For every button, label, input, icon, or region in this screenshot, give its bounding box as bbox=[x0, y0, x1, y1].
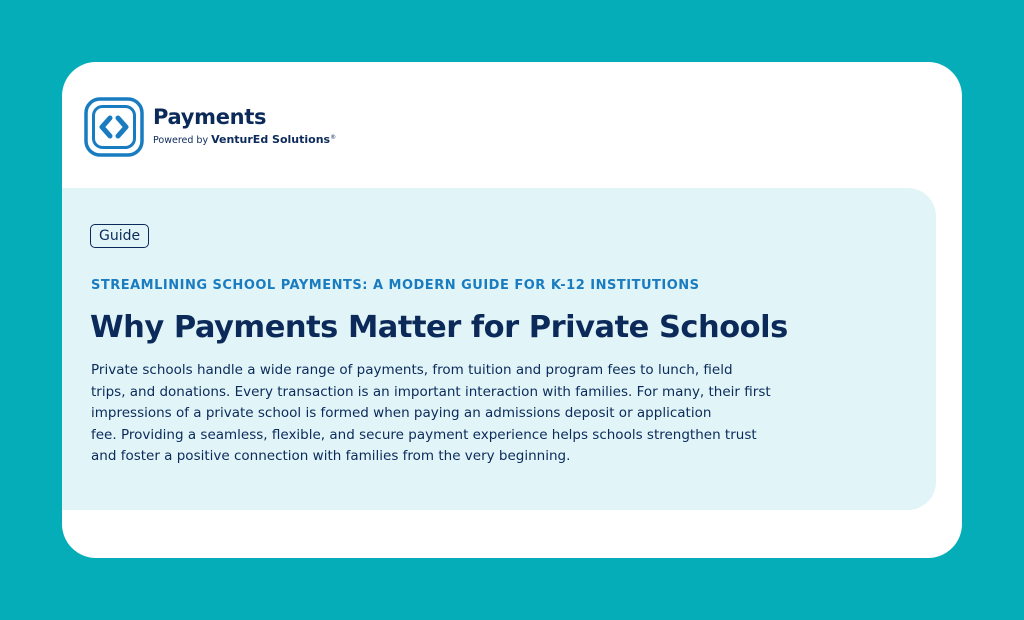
registered-mark: ® bbox=[330, 133, 337, 141]
body-line: and foster a positive connection with families from the very beginning. bbox=[91, 448, 571, 464]
body-line: Private schools handle a wide range of payments, from tuition and program fees to lunch, field bbox=[91, 362, 733, 378]
brand-text bbox=[153, 105, 336, 147]
chevrons-code-icon bbox=[84, 97, 144, 157]
powered-by-label: Powered by bbox=[153, 135, 209, 147]
category-tag: Guide bbox=[90, 224, 149, 248]
brand-name: Payments bbox=[153, 104, 267, 129]
company-name: VenturEd Solutions bbox=[211, 133, 331, 147]
body-line: impressions of a private school is formed when paying an admissions deposit or application bbox=[91, 405, 712, 421]
body-line: fee. Providing a seamless, flexible, and secure payment experience helps schools strengthen trust bbox=[91, 426, 757, 443]
article-eyebrow: STREAMLINING SCHOOL PAYMENTS: A MODERN GUIDE FOR K-12 INSTITUTIONS bbox=[91, 278, 700, 293]
brand-subline bbox=[153, 132, 336, 147]
body-line: trips, and donations. Every transaction is an important interaction with families. For many, their first bbox=[91, 383, 771, 400]
article-panel bbox=[62, 188, 936, 510]
content-card bbox=[62, 62, 962, 558]
brand-header bbox=[84, 97, 336, 157]
article-body bbox=[91, 360, 771, 468]
article-title: Why Payments Matter for Private Schools bbox=[90, 310, 788, 345]
